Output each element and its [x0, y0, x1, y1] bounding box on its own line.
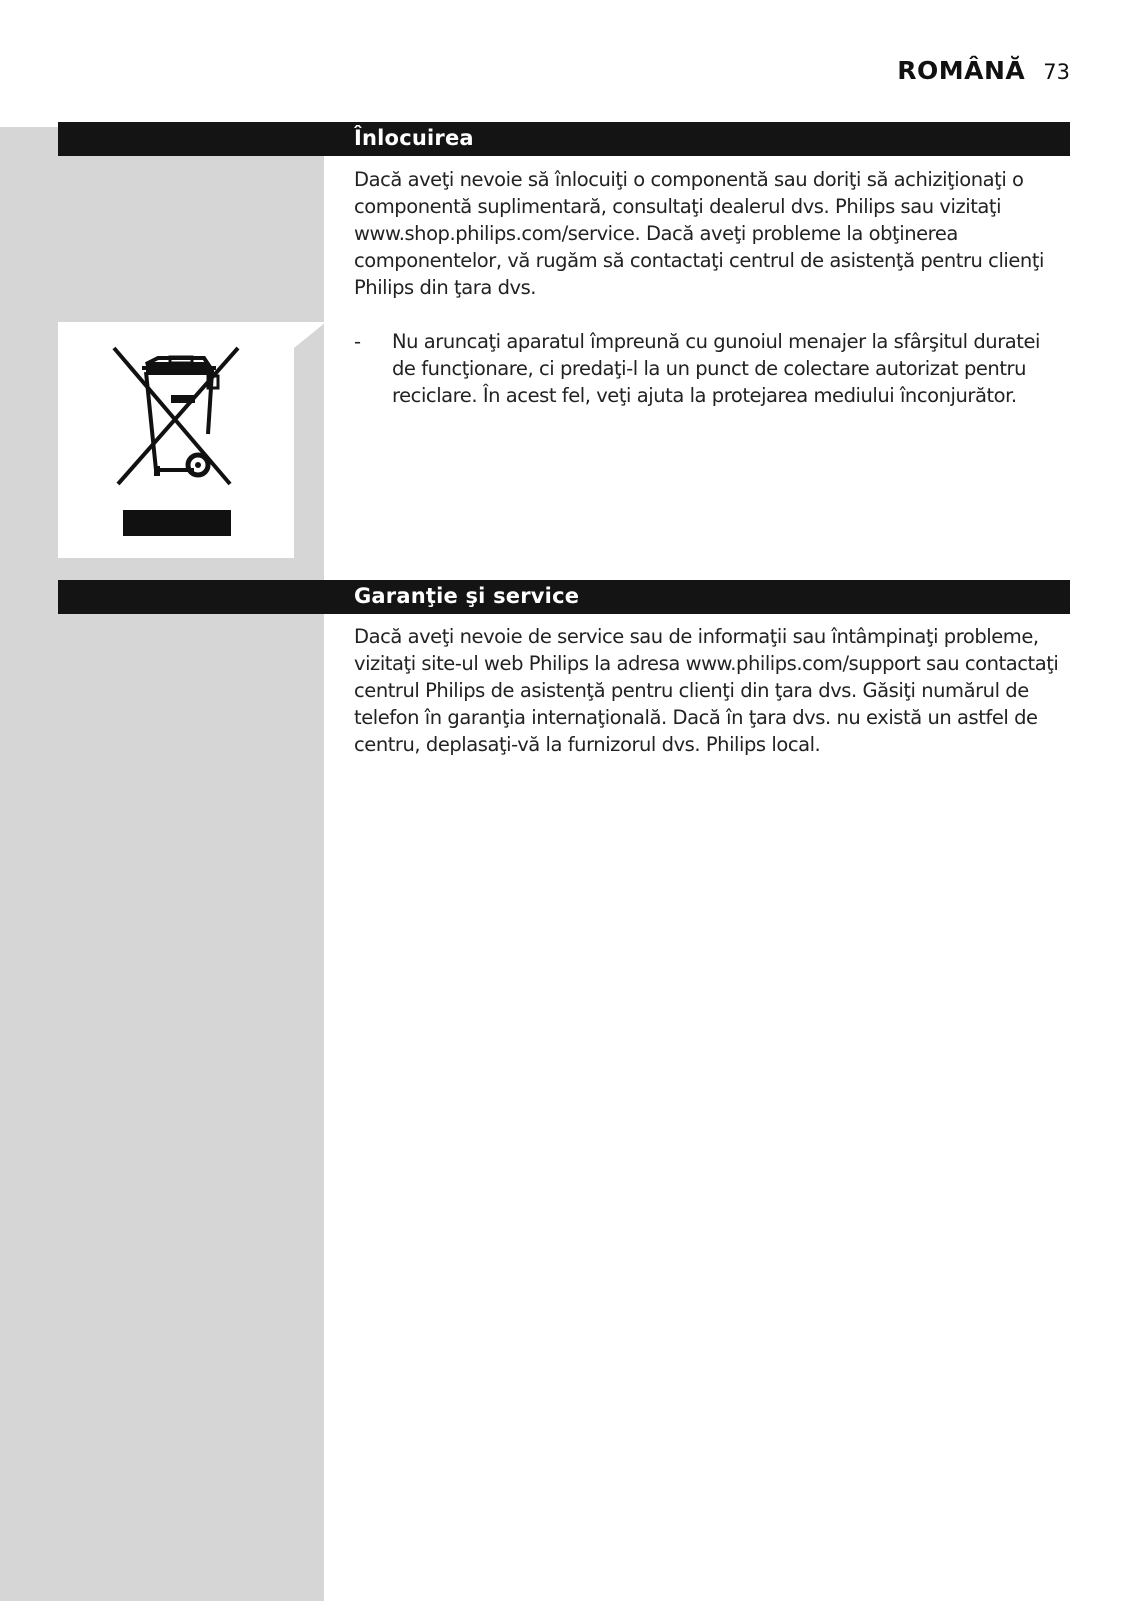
replacement-paragraph: Dacă aveţi nevoie să înlocuiţi o componentă sau doriţi să achiziţionaţi o componentă suplimentară, consultaţi dealerul dvs. Philips sau vizitaţi www.shop.philips.com/service. Dacă aveţi probleme la obţinerea componentelor, vă rugăm să contactaţi centrul de asistenţă pentru clienţi Philips din ţara dvs.: [354, 168, 1045, 299]
bullet-dash: -: [354, 330, 361, 353]
language-label: ROMÂNĂ: [897, 56, 1026, 85]
warranty-paragraph: Dacă aveţi nevoie de service sau de informaţii sau întâmpinaţi probleme, vizitaţi site-ul web Philips la adresa www.philips.com/support sau contactaţi centrul Philips de asistenţă pentru clienţi din ţara dvs. Găsiţi numărul de telefon în garanţia internaţională. Dacă în ţara dvs. nu există un astfel de centru, deplasaţi-vă la furnizorul dvs. Philips local.: [354, 625, 1059, 756]
page-number: 73: [1043, 60, 1070, 84]
section-title-replacement: Înlocuirea: [354, 126, 474, 150]
crossed-out-wheelie-bin-icon: [58, 322, 294, 558]
section-header-bar: [58, 122, 1070, 156]
bullet-text: Nu aruncaţi aparatul împreună cu gunoiul menajer la sfârşitul duratei de funcţionare, ci predaţi-l la un punct de colectare autorizat pentru reciclare. În acest fel, veţi ajuta la protejarea mediului înconjurător.: [392, 330, 1040, 407]
section-title-warranty: Garanţie şi service: [354, 584, 580, 608]
recycling-figure: [58, 322, 294, 558]
figure-pointer: [294, 322, 326, 348]
page-header: [897, 56, 1070, 85]
